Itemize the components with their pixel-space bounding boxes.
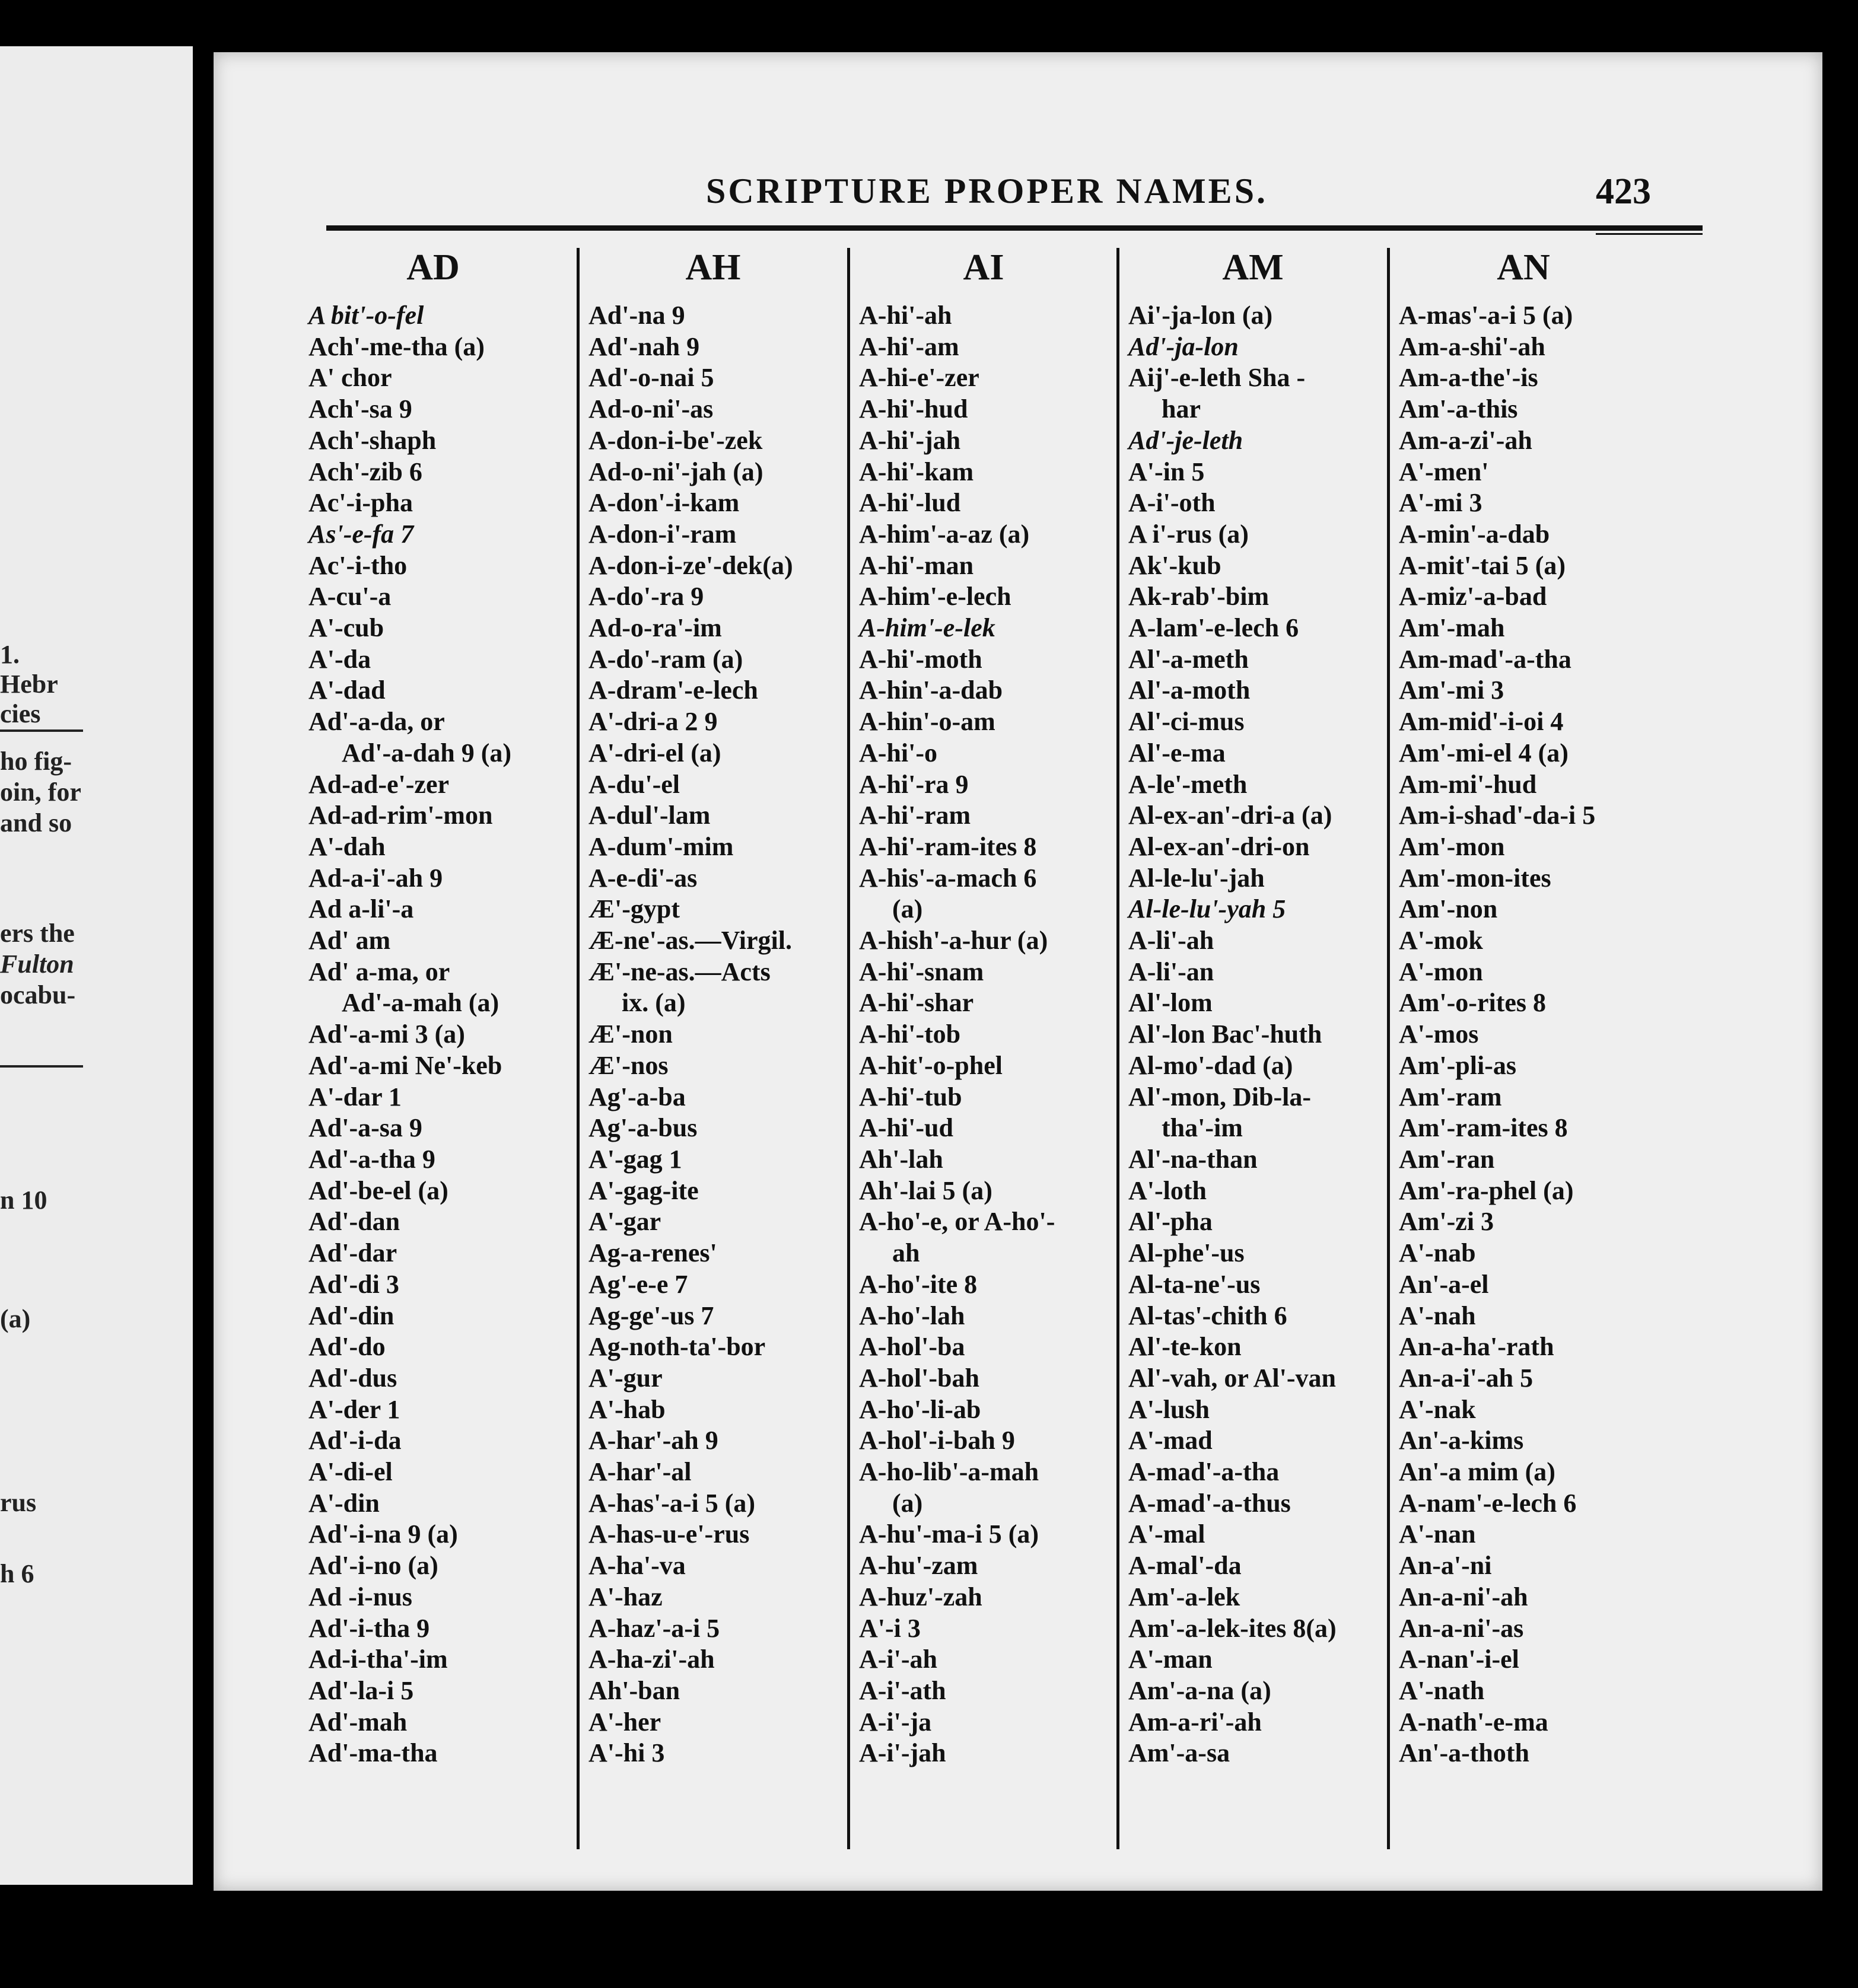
- name-entry: A-nath'-e-ma: [1399, 1707, 1548, 1737]
- name-entry: Am-a-zi'-ah: [1399, 425, 1532, 455]
- name-entry: Al'-pha: [1128, 1207, 1213, 1237]
- name-entry: Ag-a-renes': [588, 1238, 717, 1268]
- name-entry: Am'-a-sa: [1128, 1738, 1230, 1768]
- name-entry: A-do'-ra 9: [588, 582, 704, 611]
- name-entry: A-miz'-a-bad: [1399, 582, 1547, 611]
- column-ad: [308, 242, 558, 1769]
- fragment-line: and so: [0, 808, 72, 837]
- name-entry: A-hu'-ma-i 5 (a): [859, 1519, 1039, 1549]
- name-entry: A'-men': [1399, 457, 1489, 486]
- entry-list: [859, 300, 1108, 1769]
- fragment-line: Hebr: [0, 670, 58, 699]
- name-entry: Ag-noth-ta'-bor: [588, 1332, 766, 1362]
- name-entry: Al-le-lu'-jah: [1128, 863, 1265, 893]
- column-heading: AN: [1497, 247, 1550, 288]
- name-entry: Ad-o-ni'-jah (a): [588, 457, 763, 486]
- name-entry: A-ho'-lah: [859, 1301, 965, 1330]
- name-entry: A-ha-zi'-ah: [588, 1645, 715, 1674]
- name-entry: An'-a-el: [1399, 1269, 1489, 1299]
- name-entry: A'-di-el: [308, 1457, 393, 1487]
- name-entry: Am'-a-lek-ites 8(a): [1128, 1613, 1337, 1643]
- name-entry: A-hish'-a-hur (a): [859, 926, 1048, 955]
- name-entry: Aij'-e-leth Sha -: [1128, 363, 1306, 393]
- name-entry: A-hin'-o-am: [859, 707, 995, 737]
- name-entry: An-a-ni'-ah: [1399, 1582, 1528, 1611]
- name-entry: Ag-ge'-us 7: [588, 1301, 714, 1330]
- column-an: [1399, 242, 1648, 1769]
- name-entry: Am'-mi 3: [1399, 676, 1504, 705]
- name-entry: A'-nath: [1399, 1675, 1485, 1705]
- name-entry: A-hu'-zam: [859, 1551, 978, 1581]
- name-entry: Ad'-mah: [308, 1707, 408, 1737]
- header-rule: [326, 225, 1703, 231]
- name-entry: Al'-mon, Dib-la-: [1128, 1082, 1311, 1111]
- name-entry: A-don-i-be'-zek: [588, 425, 763, 455]
- name-entry: A-i'-ath: [859, 1675, 946, 1705]
- name-entry: A-haz'-a-i 5: [588, 1613, 720, 1643]
- name-entry: A'-nab: [1399, 1238, 1476, 1268]
- name-entry: Am-mad'-a-tha: [1399, 644, 1571, 674]
- column-separator: [847, 248, 850, 1849]
- name-entry: A'-mok: [1399, 926, 1483, 955]
- name-entry: A-li'-ah: [1128, 926, 1214, 955]
- name-entry: Ach'-shaph: [308, 425, 437, 455]
- page-title: SCRIPTURE PROPER NAMES.: [706, 171, 1268, 211]
- name-entry: A-hi'-tub: [859, 1082, 962, 1111]
- entry-list: [1128, 300, 1377, 1769]
- name-entry: Am-i-shad'-da-i 5: [1399, 801, 1596, 830]
- name-entry: An-a-ni'-as: [1399, 1613, 1524, 1643]
- name-entry: ix. (a): [622, 988, 686, 1018]
- name-entry: A-har'-ah 9: [588, 1426, 718, 1455]
- name-entry: A'-nah: [1399, 1301, 1476, 1330]
- entry-list: [588, 300, 838, 1769]
- name-entry: (a): [892, 1488, 923, 1518]
- name-entry: A'-lush: [1128, 1394, 1210, 1424]
- name-entry: A-mad'-a-tha: [1128, 1457, 1280, 1487]
- name-entry: A-hi'-snam: [859, 957, 984, 986]
- column-heading: AH: [685, 247, 741, 288]
- name-entry: Ad'-i-da: [308, 1426, 402, 1455]
- name-entry: Am'-a-this: [1399, 394, 1518, 424]
- name-entry: Æ'-gypt: [588, 894, 680, 924]
- fragment-line: 1.: [0, 640, 20, 669]
- name-entry: A i'-rus (a): [1128, 519, 1249, 549]
- name-entry: A-le'-meth: [1128, 769, 1248, 799]
- fragment-line: rus: [0, 1488, 37, 1517]
- name-entry: Am'-a-lek: [1128, 1582, 1240, 1611]
- name-entry: (a): [892, 894, 923, 924]
- name-entry: Ad' am: [308, 926, 391, 955]
- name-entry: Ad'-a-mi Ne'-keb: [308, 1050, 502, 1080]
- name-entry: Al'-te-kon: [1128, 1332, 1242, 1362]
- name-entry: ah: [892, 1238, 920, 1268]
- name-entry: Al-mo'-dad (a): [1128, 1050, 1293, 1080]
- name-entry: A-hi'-o: [859, 738, 937, 767]
- name-entry: Ad'-do: [308, 1332, 386, 1362]
- fragment-line: (a): [0, 1304, 31, 1333]
- name-entry: Ag'-a-ba: [588, 1082, 686, 1111]
- name-entry: A'-dar 1: [308, 1082, 402, 1111]
- name-entry: A-dram'-e-lech: [588, 676, 758, 705]
- name-entry: A-his'-a-mach 6: [859, 863, 1037, 893]
- name-entry: A'-i 3: [859, 1613, 921, 1643]
- name-entry: A-ho'-e, or A-ho'-: [859, 1207, 1055, 1237]
- name-entry: A-i'-ja: [859, 1707, 932, 1737]
- name-entry: A-hi'-tob: [859, 1020, 961, 1049]
- name-entry: Ad'-a-sa 9: [308, 1113, 422, 1143]
- name-entry: Al'-ci-mus: [1128, 707, 1245, 737]
- name-entry: A'-mon: [1399, 957, 1483, 986]
- name-entry: An'-a mim (a): [1399, 1457, 1555, 1487]
- fragment-line: h 6: [0, 1559, 34, 1588]
- name-entry: Ach'-zib 6: [308, 457, 422, 486]
- name-entry: Al-le-lu'-yah 5: [1128, 894, 1286, 924]
- name-entry: A'-hab: [588, 1394, 666, 1424]
- name-entry: A-hi'-kam: [859, 457, 974, 486]
- name-entry: Ad'-i-na 9 (a): [308, 1519, 458, 1549]
- name-entry: A-ha'-va: [588, 1551, 686, 1581]
- name-entry: A-hi'-ah: [859, 301, 952, 330]
- name-entry: A'-hi 3: [588, 1738, 665, 1768]
- name-entry: Ad'-a-mah (a): [342, 988, 500, 1018]
- name-entry: Al-ex-an'-dri-a (a): [1128, 801, 1332, 830]
- name-entry: A-has'-a-i 5 (a): [588, 1488, 756, 1518]
- name-entry: A-him'-e-lek: [859, 613, 995, 643]
- name-entry: Ad'-i-no (a): [308, 1551, 438, 1581]
- name-entry: A-hol'-bah: [859, 1363, 979, 1393]
- name-entry: Ac'-i-pha: [308, 488, 413, 518]
- name-entry: Al'-a-moth: [1128, 676, 1251, 705]
- name-entry: A-min'-a-dab: [1399, 519, 1550, 549]
- name-entry: Ad'-dar: [308, 1238, 397, 1268]
- name-entry: A'-her: [588, 1707, 661, 1737]
- fragment-line: cies: [0, 699, 41, 728]
- name-entry: A-mad'-a-thus: [1128, 1488, 1291, 1518]
- name-entry: Am'-ra-phel (a): [1399, 1175, 1574, 1205]
- name-entry: Ag'-e-e 7: [588, 1269, 688, 1299]
- name-entry: Ad-i-tha'-im: [308, 1645, 448, 1674]
- name-entry: A-dum'-mim: [588, 831, 734, 861]
- column-am: [1128, 242, 1377, 1769]
- name-entry: Am'-ran: [1399, 1144, 1495, 1174]
- name-entry: Am'-a-na (a): [1128, 1675, 1271, 1705]
- name-entry: Ad-ad-rim'-mon: [308, 801, 493, 830]
- name-entry: A'-nan: [1399, 1519, 1476, 1549]
- name-entry: A'-in 5: [1128, 457, 1205, 486]
- name-entry: A-do'-ram (a): [588, 644, 743, 674]
- page-number: 423: [1596, 171, 1651, 212]
- name-entry: Ad'-nah 9: [588, 332, 700, 361]
- name-entry: Ad-a-i'-ah 9: [308, 863, 443, 893]
- name-entry: A-hol'-ba: [859, 1332, 965, 1362]
- name-entry: A bit'-o-fel: [308, 301, 424, 330]
- name-entry: Ach'-me-tha (a): [308, 332, 485, 361]
- name-entry: A-don-i-ze'-dek(a): [588, 550, 793, 580]
- name-entry: Al'-a-meth: [1128, 644, 1249, 674]
- name-entry: A-hi'-ram: [859, 801, 971, 830]
- name-entry: Ach'-sa 9: [308, 394, 412, 424]
- name-entry: Æ-ne'-as.—Virgil.: [588, 926, 792, 955]
- name-entry: A-lam'-e-lech 6: [1128, 613, 1299, 643]
- name-entry: Æ'-nos: [588, 1050, 669, 1080]
- column-heading: AI: [963, 247, 1004, 288]
- book-page: [214, 52, 1822, 1891]
- name-entry: Ad'-di 3: [308, 1269, 399, 1299]
- name-entry: Am-mid'-i-oi 4: [1399, 707, 1564, 737]
- name-entry: har: [1162, 394, 1201, 424]
- name-entry: An'-a-kims: [1399, 1426, 1524, 1455]
- name-entry: A'-cub: [308, 613, 384, 643]
- name-entry: Am'-zi 3: [1399, 1207, 1494, 1237]
- name-entry: Am'-mon-ites: [1399, 863, 1551, 893]
- name-entry: A-i'-jah: [859, 1738, 946, 1768]
- name-entry: A-nan'-i-el: [1399, 1645, 1519, 1674]
- name-entry: Ai'-ja-lon (a): [1128, 301, 1273, 330]
- name-entry: A-har'-al: [588, 1457, 692, 1487]
- name-entry: A-mit'-tai 5 (a): [1399, 550, 1566, 580]
- name-entry: Ad'-dan: [308, 1207, 400, 1237]
- name-entry: Ad'-i-tha 9: [308, 1613, 430, 1643]
- name-entry: Ad'-a-mi 3 (a): [308, 1020, 465, 1049]
- name-entry: As'-e-fa 7: [308, 519, 414, 549]
- name-entry: Ah'-lai 5 (a): [859, 1175, 992, 1205]
- fragment-line: ho fig-: [0, 747, 72, 776]
- name-entry: A-nam'-e-lech 6: [1399, 1488, 1577, 1518]
- column-separator: [577, 248, 580, 1849]
- name-entry: Al'-lom: [1128, 988, 1213, 1018]
- name-entry: A-hol'-i-bah 9: [859, 1426, 1015, 1455]
- fragment-line: n 10: [0, 1186, 47, 1215]
- name-entry: A'-loth: [1128, 1175, 1207, 1205]
- name-entry: A-hit'-o-phel: [859, 1050, 1003, 1080]
- name-entry: Am'-non: [1399, 894, 1498, 924]
- name-entry: An-a-i'-ah 5: [1399, 1363, 1534, 1393]
- name-entry: Al'-vah, or Al'-van: [1128, 1363, 1337, 1393]
- name-entry: A-hi'-shar: [859, 988, 974, 1018]
- name-entry: Am'-pli-as: [1399, 1050, 1516, 1080]
- name-entry: Am'-mon: [1399, 831, 1505, 861]
- fragment-line: ers the: [0, 919, 75, 948]
- name-entry: A-ho'-li-ab: [859, 1394, 981, 1424]
- name-entry: Ad'-dus: [308, 1363, 397, 1393]
- name-entry: Ak-rab'-bim: [1128, 582, 1270, 611]
- name-entry: A'-mad: [1128, 1426, 1213, 1455]
- name-entry: A-e-di'-as: [588, 863, 698, 893]
- name-entry: A-ho-lib'-a-mah: [859, 1457, 1039, 1487]
- name-entry: A'-da: [308, 644, 371, 674]
- name-entry: Am-a-shi'-ah: [1399, 332, 1545, 361]
- column-separator: [1387, 248, 1390, 1849]
- name-entry: Ah'-ban: [588, 1675, 680, 1705]
- name-entry: Ad'-ja-lon: [1128, 332, 1239, 361]
- header-rule-thin: [1596, 233, 1703, 235]
- name-entry: Æ'-non: [588, 1020, 673, 1049]
- name-entry: A'-gag-ite: [588, 1175, 699, 1205]
- name-entry: A'-der 1: [308, 1394, 400, 1424]
- name-entry: Al'-na-than: [1128, 1144, 1258, 1174]
- name-entry: A-hi-e'-zer: [859, 363, 979, 393]
- name-entry: A-i'-oth: [1128, 488, 1216, 518]
- facing-page-fragment: [0, 46, 193, 1885]
- name-entry: A-mas'-a-i 5 (a): [1399, 301, 1573, 330]
- name-entry: A'-gar: [588, 1207, 661, 1237]
- name-entry: A'-dri-el (a): [588, 738, 721, 767]
- name-entry: A-du'-el: [588, 769, 680, 799]
- name-entry: Ag'-a-bus: [588, 1113, 698, 1143]
- name-entry: A-li'-an: [1128, 957, 1214, 986]
- name-entry: A' chor: [308, 363, 392, 393]
- name-entry: Ad'-din: [308, 1301, 394, 1330]
- name-entry: A-hi'-am: [859, 332, 959, 361]
- name-entry: tha'-im: [1162, 1113, 1243, 1143]
- name-entry: Al'-lon Bac'-huth: [1128, 1020, 1322, 1049]
- column-ah: [588, 242, 838, 1769]
- name-entry: An'-a-thoth: [1399, 1738, 1530, 1768]
- name-entry: A-huz'-zah: [859, 1582, 982, 1611]
- fragment-rule: [0, 729, 83, 732]
- name-entry: A'-haz: [588, 1582, 663, 1611]
- name-entry: A-hi'-moth: [859, 644, 982, 674]
- name-entry: Am'-mi-el 4 (a): [1399, 738, 1569, 767]
- name-entry: A'-gag 1: [588, 1144, 682, 1174]
- column-heading: AD: [406, 247, 460, 288]
- name-entry: Ad'-na 9: [588, 301, 685, 330]
- name-entry: Al-ta-ne'-us: [1128, 1269, 1261, 1299]
- name-entry: Am-a-the'-is: [1399, 363, 1538, 393]
- name-entry: A'-man: [1128, 1645, 1213, 1674]
- name-entry: Ad'-o-nai 5: [588, 363, 714, 393]
- name-entry: A-cu'-a: [308, 582, 392, 611]
- name-entry: A'-dri-a 2 9: [588, 707, 718, 737]
- entry-list: [1399, 300, 1648, 1769]
- name-entry: A-ho'-ite 8: [859, 1269, 978, 1299]
- name-entry: A-hi'-jah: [859, 425, 961, 455]
- fragment-rule: [0, 1065, 83, 1068]
- name-entry: A-hi'-ram-ites 8: [859, 831, 1037, 861]
- name-entry: A-dul'-lam: [588, 801, 711, 830]
- name-entry: A-has-u-e'-rus: [588, 1519, 750, 1549]
- name-entry: A-hi'-man: [859, 550, 974, 580]
- name-entry: An-a-ha'-rath: [1399, 1332, 1554, 1362]
- name-entry: Ad'-ma-tha: [308, 1738, 438, 1768]
- name-entry: Ad'-je-leth: [1128, 425, 1243, 455]
- name-entry: Ad -i-nus: [308, 1582, 412, 1611]
- name-entry: A-him'-a-az (a): [859, 519, 1030, 549]
- column-ai: [859, 242, 1108, 1769]
- name-entry: A'-mi 3: [1399, 488, 1482, 518]
- name-entry: Æ'-ne-as.—Acts: [588, 957, 771, 986]
- name-entry: Ad'-a-tha 9: [308, 1144, 435, 1174]
- name-entry: Ad a-li'-a: [308, 894, 414, 924]
- name-entry: Al'-e-ma: [1128, 738, 1226, 767]
- name-entry: A'-gur: [588, 1363, 663, 1393]
- column-separator: [1116, 248, 1119, 1849]
- name-entry: A-hin'-a-dab: [859, 676, 1003, 705]
- name-entry: A'-nak: [1399, 1394, 1476, 1424]
- name-entry: A'-mos: [1399, 1020, 1479, 1049]
- name-entry: A-don'-i-kam: [588, 488, 740, 518]
- name-entry: A-him'-e-lech: [859, 582, 1011, 611]
- name-entry: Al-phe'-us: [1128, 1238, 1245, 1268]
- name-entry: A'-din: [308, 1488, 380, 1518]
- name-entry: Ad-o-ni'-as: [588, 394, 714, 424]
- name-entry: An-a'-ni: [1399, 1551, 1492, 1581]
- name-entry: Ak'-kub: [1128, 550, 1221, 580]
- name-entry: Ah'-lah: [859, 1144, 943, 1174]
- column-heading: AM: [1222, 247, 1284, 288]
- name-entry: A-i'-ah: [859, 1645, 937, 1674]
- name-entry: Am'-mah: [1399, 613, 1505, 643]
- name-entry: Ad' a-ma, or: [308, 957, 450, 986]
- name-entry: A'-mal: [1128, 1519, 1205, 1549]
- name-entry: Am-a-ri'-ah: [1128, 1707, 1262, 1737]
- name-entry: A-hi'-ra 9: [859, 769, 969, 799]
- name-entry: Am'-o-rites 8: [1399, 988, 1547, 1018]
- fragment-line: Fulton: [0, 950, 74, 979]
- name-entry: Am'-ram-ites 8: [1399, 1113, 1568, 1143]
- name-entry: Al-tas'-chith 6: [1128, 1301, 1287, 1330]
- name-entry: A-hi'-ud: [859, 1113, 953, 1143]
- name-entry: Ad'-la-i 5: [308, 1675, 414, 1705]
- name-entry: Ad-o-ra'-im: [588, 613, 722, 643]
- name-entry: A'-dah: [308, 831, 386, 861]
- name-entry: Am-mi'-hud: [1399, 769, 1537, 799]
- name-entry: A-hi'-lud: [859, 488, 961, 518]
- name-entry: A'-dad: [308, 676, 386, 705]
- name-entry: A-mal'-da: [1128, 1551, 1242, 1581]
- name-entry: Am'-ram: [1399, 1082, 1502, 1111]
- entry-list: [308, 300, 558, 1769]
- name-entry: Ac'-i-tho: [308, 550, 408, 580]
- name-entry: Ad'-a-dah 9 (a): [342, 738, 512, 767]
- name-entry: A-don-i'-ram: [588, 519, 737, 549]
- fragment-line: ocabu-: [0, 980, 76, 1009]
- name-entry: Ad-ad-e'-zer: [308, 769, 450, 799]
- name-entry: Ad'-a-da, or: [308, 707, 445, 737]
- fragment-line: oin, for: [0, 778, 81, 807]
- name-entry: A-hi'-hud: [859, 394, 968, 424]
- name-entry: Ad'-be-el (a): [308, 1175, 448, 1205]
- name-entry: Al-ex-an'-dri-on: [1128, 831, 1310, 861]
